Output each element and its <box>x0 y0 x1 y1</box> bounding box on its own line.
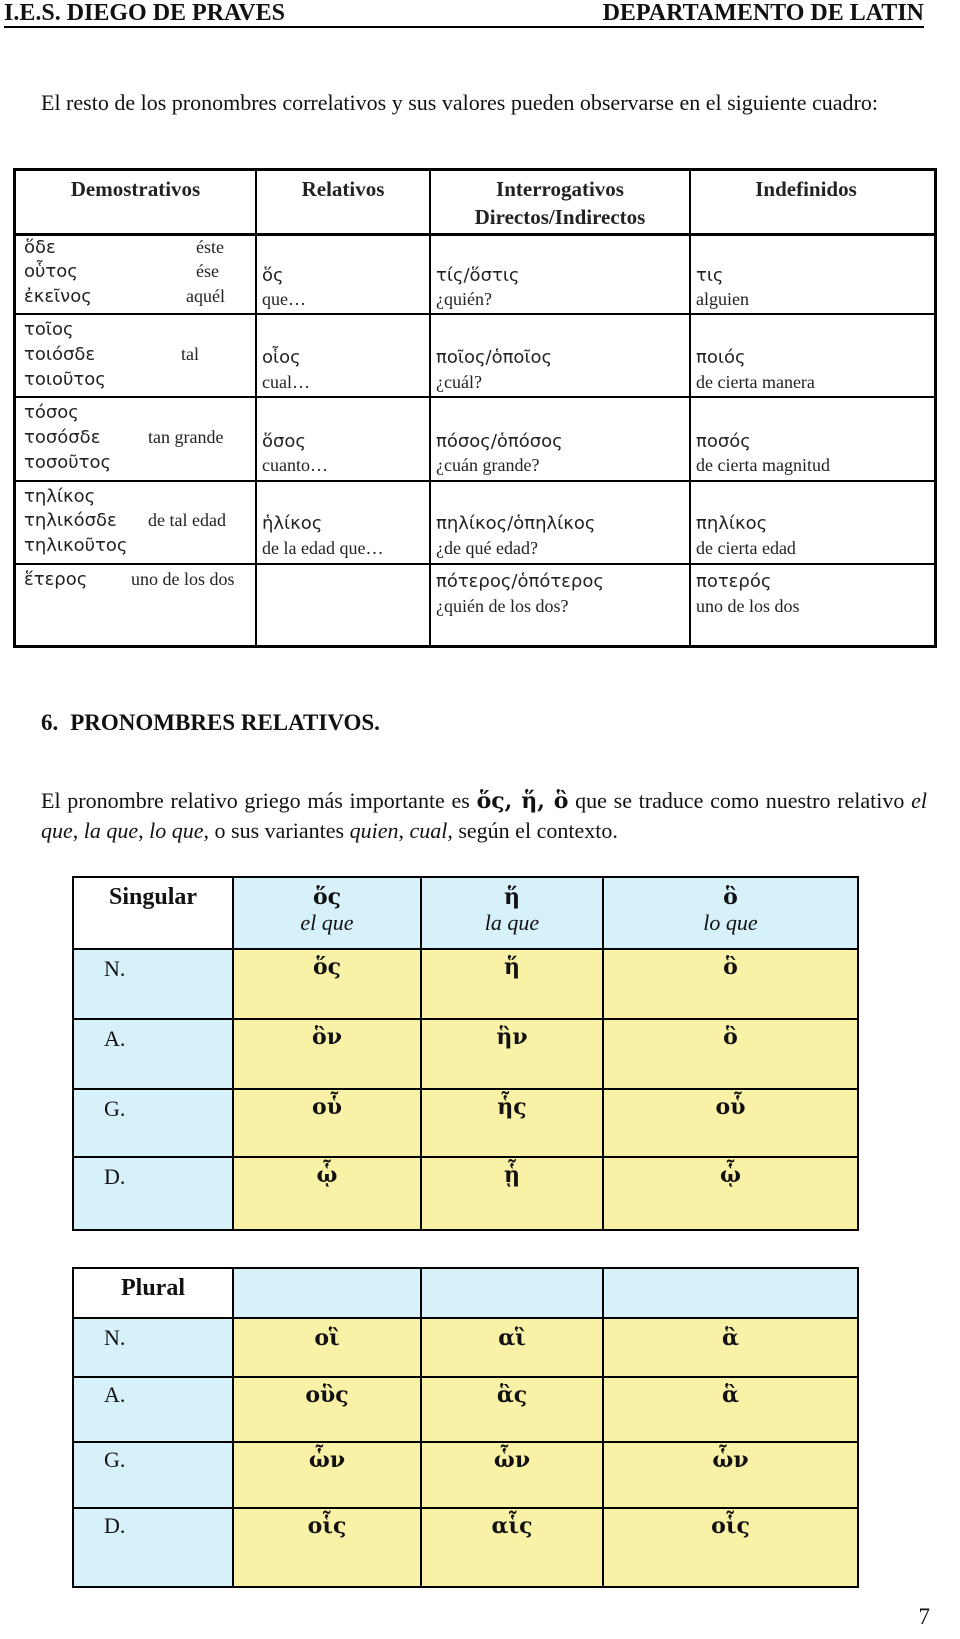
plural-label: Plural <box>121 1275 185 1301</box>
singular-table <box>72 876 859 1231</box>
case-cell: N. <box>74 1319 232 1376</box>
rel-es-2: cual… <box>262 372 310 392</box>
form-cell: ἧς <box>422 1090 602 1156</box>
ind-1: τις <box>696 265 724 286</box>
dem-3a: τόσος <box>24 402 79 423</box>
singular-label-cell <box>74 878 232 948</box>
header-cell <box>422 1269 602 1317</box>
relative-paragraph: El pronombre relativo griego más importante es ὅς, ἥ, ὃ que se traduce como nuestro relativo el que, la que, lo que, o sus variantes quien, cual, según el contexto. <box>41 788 928 843</box>
int-5: πότερος/ὁπότερος <box>436 571 604 592</box>
correlatives-table <box>13 168 937 648</box>
ind-es-4: de cierta edad <box>696 538 796 558</box>
plural-label-cell <box>74 1269 232 1317</box>
form-cell: οἳ <box>234 1319 420 1376</box>
int-es-2: ¿cuál? <box>436 372 482 392</box>
header-demostrativos: Demostrativos <box>70 177 201 201</box>
form-cell: ὧν <box>422 1443 602 1507</box>
form-cell: οὗ <box>234 1090 420 1156</box>
header-greek: ἥ <box>504 884 520 910</box>
dem-1c: ἐκεῖνος <box>24 286 92 307</box>
rel-1: ὅς <box>262 265 284 286</box>
form-cell: ᾧ <box>604 1158 857 1229</box>
form-cell: ὅς <box>234 950 420 1018</box>
int-2: ποῖος/ὁποῖος <box>436 347 553 368</box>
int-es-1: ¿quién? <box>436 289 492 309</box>
form-cell: ὧν <box>234 1443 420 1507</box>
header-article: la que <box>484 910 540 935</box>
ind-4: πηλίκος <box>696 513 768 534</box>
ind-es-5: uno de los dos <box>696 596 800 616</box>
intro-paragraph: El resto de los pronombres correlativos y sus valores pueden observarse en el siguiente cuadro: <box>41 90 878 115</box>
singular-label: Singular <box>108 884 198 910</box>
header-cell <box>422 878 602 948</box>
int-es-5: ¿quién de los dos? <box>436 596 569 616</box>
form-cell: οἷς <box>604 1509 857 1586</box>
form-cell: ἥ <box>422 950 602 1018</box>
int-es-4: ¿de qué edad? <box>436 538 538 558</box>
header-article: lo que <box>703 910 758 935</box>
dem-2b: τοιόσδε <box>24 344 96 365</box>
dem-3b: τοσόσδε <box>24 427 101 448</box>
header-greek: ὃ <box>723 884 738 910</box>
form-cell: ὃ <box>604 1020 857 1088</box>
case-cell: G. <box>74 1443 232 1507</box>
form-cell: οἷς <box>234 1509 420 1586</box>
form-cell: ἃς <box>422 1378 602 1441</box>
int-es-3: ¿cuán grande? <box>436 455 540 475</box>
header-interrogativos: Interrogativos Directos/Indirectos <box>474 177 646 229</box>
dem-1b: οὗτος <box>24 261 78 282</box>
form-cell: οὗ <box>604 1090 857 1156</box>
header-cell <box>234 1269 420 1317</box>
section-title: 6. PRONOMBRES RELATIVOS. <box>41 710 380 735</box>
case-cell: G. <box>74 1090 232 1156</box>
rel-3: ὅσος <box>262 431 306 452</box>
header-cell <box>604 1269 857 1317</box>
school-name: I.E.S. DIEGO DE PRAVES <box>4 0 285 26</box>
header-indefinidos: Indefinidos <box>755 177 857 201</box>
rel-es-1: que… <box>262 289 306 309</box>
ind-es-1: alguien <box>696 289 749 309</box>
dem-es-1c: aquél <box>186 286 225 306</box>
dem-es-5: uno de los dos <box>131 569 235 589</box>
int-4: πηλίκος/ὁπηλίκος <box>436 513 596 534</box>
dem-3c: τοσοῦτος <box>24 452 112 473</box>
ind-es-2: de cierta manera <box>696 372 815 392</box>
case-cell: N. <box>74 950 232 1018</box>
ind-3: ποσός <box>696 431 751 452</box>
form-cell: ᾗ <box>422 1158 602 1229</box>
department-name: DEPARTAMENTO DE LATIN <box>602 0 924 26</box>
page-number: 7 <box>918 1604 930 1629</box>
int-1: τίς/ὅστις <box>436 265 520 286</box>
ind-es-3: de cierta magnitud <box>696 455 830 475</box>
int-3: πόσος/ὁπόσος <box>436 431 563 452</box>
dem-es-4: de tal edad <box>148 510 226 530</box>
header-relativos: Relativos <box>301 177 385 201</box>
plural-table <box>72 1267 859 1588</box>
rel-2: οἷος <box>262 347 301 368</box>
case-cell: D. <box>74 1158 232 1229</box>
header-greek: ὅς <box>312 884 342 910</box>
form-cell: οὓς <box>234 1378 420 1441</box>
form-cell: αἷς <box>422 1509 602 1586</box>
header-cell <box>604 878 857 948</box>
dem-es-3: tan grande <box>148 427 224 447</box>
header-article: el que <box>300 910 354 935</box>
form-cell: ἃ <box>604 1319 857 1376</box>
dem-2c: τοιοῦτος <box>24 369 106 390</box>
dem-5: ἕτερος <box>24 569 88 590</box>
form-cell: ὧν <box>604 1443 857 1507</box>
ind-5: ποτερός <box>696 571 772 592</box>
dem-1a: ὅδε <box>24 237 56 258</box>
greek-relative: ὅς, ἥ, ὃ <box>476 788 569 814</box>
form-cell: αἳ <box>422 1319 602 1376</box>
dem-es-1b: ése <box>196 261 219 281</box>
header-cell <box>234 878 420 948</box>
rel-4: ἡλίκος <box>262 513 323 534</box>
dem-4b: τηλικόσδε <box>24 510 117 531</box>
rel-es-4: de la edad que… <box>262 538 384 558</box>
rel-es-3: cuanto… <box>262 455 328 475</box>
form-cell: ἃ <box>604 1378 857 1441</box>
dem-4a: τηλίκος <box>24 486 96 507</box>
case-cell: A. <box>74 1020 232 1088</box>
page-header <box>4 0 924 28</box>
form-cell: ὃν <box>234 1020 420 1088</box>
form-cell: ᾧ <box>234 1158 420 1229</box>
dem-2a: τοῖος <box>24 319 74 340</box>
form-cell: ἣν <box>422 1020 602 1088</box>
dem-es-2: tal <box>181 344 199 364</box>
case-cell: D. <box>74 1509 232 1586</box>
ind-2: ποιός <box>696 347 746 368</box>
form-cell: ὃ <box>604 950 857 1018</box>
dem-es-1a: éste <box>196 237 224 257</box>
dem-4c: τηλικοῦτος <box>24 535 128 556</box>
case-cell: A. <box>74 1378 232 1441</box>
